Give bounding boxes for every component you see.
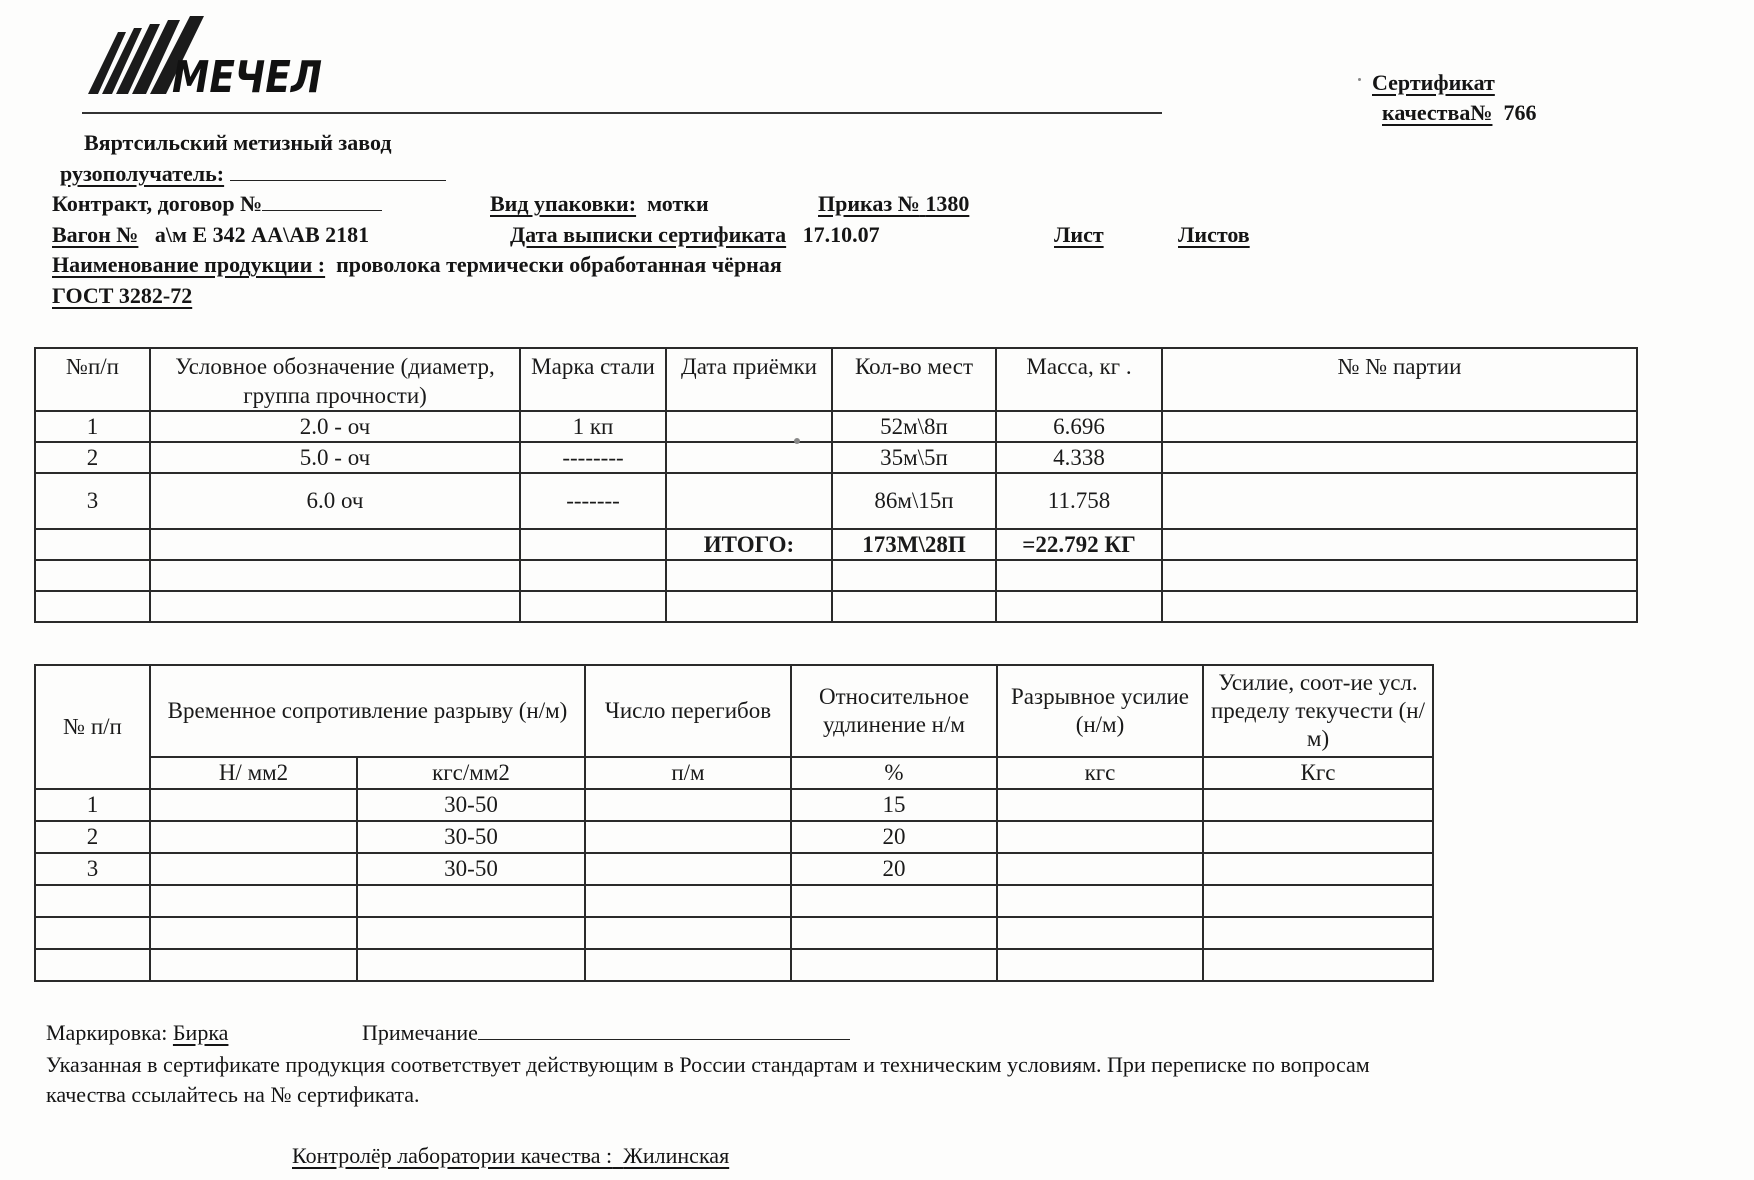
cell-empty — [1162, 529, 1637, 560]
consignee-line — [60, 161, 446, 187]
cell-batch — [1162, 442, 1637, 473]
sheets-label: Листов — [1178, 222, 1250, 247]
cell-number: 1 — [35, 411, 150, 442]
issue-date-value: 17.10.07 — [802, 222, 880, 247]
empty-row — [35, 949, 1433, 981]
cell-date — [666, 411, 832, 442]
unit-tensile-n: Н/ мм2 — [150, 757, 357, 789]
cell-empty — [997, 949, 1203, 981]
empty-row — [35, 560, 1637, 591]
total-mass: =22.792 КГ — [996, 529, 1162, 560]
cell-empty — [1203, 885, 1433, 917]
cell-empty — [35, 949, 150, 981]
note-line — [362, 1020, 850, 1046]
cell-batch — [1162, 411, 1637, 442]
table-header-row — [35, 348, 1637, 411]
cell-count: 86м\15п — [832, 473, 996, 529]
cell-empty — [791, 917, 997, 949]
cell-empty — [150, 560, 520, 591]
cell-tensile-kgf: 30-50 — [357, 853, 585, 885]
col-header-elongation: Относительное удлинение н/м — [791, 665, 997, 757]
cell-empty — [1203, 917, 1433, 949]
total-label: ИТОГО: — [666, 529, 832, 560]
col-header-number: №п/п — [35, 348, 150, 411]
scan-speck — [794, 438, 800, 444]
contract-line — [52, 191, 382, 217]
cell-mass: 6.696 — [996, 411, 1162, 442]
cell-date — [666, 442, 832, 473]
col-header-bends: Число перегибов — [585, 665, 791, 757]
cell-grade: -------- — [520, 442, 666, 473]
cell-yield-force — [1203, 853, 1433, 885]
total-count: 173М\28П — [832, 529, 996, 560]
cell-empty — [791, 949, 997, 981]
contract-blank — [262, 192, 382, 211]
cell-empty — [585, 917, 791, 949]
certificate-number-line — [1382, 100, 1536, 126]
table-row — [35, 821, 1433, 853]
mechanical-properties-table — [34, 664, 1434, 982]
unit-yield-force: Кгс — [1203, 757, 1433, 789]
table-header-row — [35, 665, 1433, 757]
cell-empty — [35, 560, 150, 591]
contract-label: Контракт, договор № — [52, 191, 263, 216]
marking-value: Бирка — [172, 1020, 229, 1045]
note-label: Примечание — [362, 1020, 478, 1045]
cell-elongation: 20 — [791, 821, 997, 853]
cell-empty — [832, 560, 996, 591]
cell-empty — [357, 917, 585, 949]
cell-number: 2 — [35, 821, 150, 853]
cell-tensile-n — [150, 853, 357, 885]
compliance-statement-line2: качества ссылайтесь на № сертификата. — [46, 1082, 420, 1107]
logo-text: МЕЧЕЛ — [172, 52, 322, 103]
cell-empty — [357, 885, 585, 917]
table-row — [35, 789, 1433, 821]
sheet-label: Лист — [1054, 222, 1104, 247]
cell-designation: 6.0 оч — [150, 473, 520, 529]
cell-empty — [150, 885, 357, 917]
mechel-logo — [80, 14, 380, 104]
cell-tensile-kgf: 30-50 — [357, 821, 585, 853]
cell-empty — [666, 560, 832, 591]
cell-empty — [666, 591, 832, 622]
wagon-label: Вагон № — [52, 222, 139, 247]
cell-break-force — [997, 853, 1203, 885]
total-row — [35, 529, 1637, 560]
cell-yield-force — [1203, 821, 1433, 853]
cell-designation: 2.0 - оч — [150, 411, 520, 442]
cell-tensile-n — [150, 821, 357, 853]
cell-empty — [150, 529, 520, 560]
issue-date-line — [510, 222, 880, 248]
cell-empty — [150, 949, 357, 981]
header-divider — [82, 112, 1162, 114]
cell-empty — [357, 949, 585, 981]
cell-batch — [1162, 473, 1637, 529]
table-row — [35, 442, 1637, 473]
gost-standard: ГОСТ 3282-72 — [52, 283, 193, 308]
cell-bends — [585, 821, 791, 853]
unit-elongation: % — [791, 757, 997, 789]
cell-break-force — [997, 821, 1203, 853]
col-header-acceptance-date: Дата приёмки — [666, 348, 832, 411]
cell-empty — [585, 949, 791, 981]
col-header-designation: Условное обозначение (диаметр, группа прочности) — [150, 348, 520, 411]
cell-empty — [35, 885, 150, 917]
cell-elongation: 20 — [791, 853, 997, 885]
cell-empty — [35, 917, 150, 949]
cell-grade: 1 кп — [520, 411, 666, 442]
empty-row — [35, 885, 1433, 917]
unit-bends: п/м — [585, 757, 791, 789]
cell-empty — [1203, 949, 1433, 981]
shipment-table — [34, 347, 1638, 623]
empty-row — [35, 591, 1637, 622]
packaging-value: мотки — [647, 191, 709, 216]
units-row — [35, 757, 1433, 789]
product-line — [52, 252, 782, 278]
scan-speck — [1358, 78, 1361, 81]
order-value: 1380 — [925, 191, 970, 216]
cell-tensile-n — [150, 789, 357, 821]
issue-date-label: Дата выписки сертификата — [510, 222, 787, 247]
cell-empty — [520, 591, 666, 622]
cell-mass: 4.338 — [996, 442, 1162, 473]
certificate-title: Сертификат — [1372, 70, 1495, 95]
product-value: проволока термически обработанная чёрная — [336, 252, 782, 277]
cell-empty — [997, 917, 1203, 949]
cell-number: 2 — [35, 442, 150, 473]
unit-tensile-kgf: кгс/мм2 — [357, 757, 585, 789]
cell-empty — [997, 885, 1203, 917]
cell-empty — [1162, 591, 1637, 622]
unit-break-force: кгс — [997, 757, 1203, 789]
cell-number: 3 — [35, 473, 150, 529]
cell-count: 35м\5п — [832, 442, 996, 473]
cell-empty — [150, 591, 520, 622]
col-header-yield-force: Усилие, соот-ие усл. пределу текучести (н/м) — [1203, 665, 1433, 757]
cell-mass: 11.758 — [996, 473, 1162, 529]
col-header-steel-grade: Марка стали — [520, 348, 666, 411]
col-header-number: № п/п — [35, 665, 150, 789]
col-header-count: Кол-во мест — [832, 348, 996, 411]
table-row — [35, 853, 1433, 885]
marking-line — [46, 1020, 228, 1046]
cell-grade: ------- — [520, 473, 666, 529]
col-header-mass: Масса, кг . — [996, 348, 1162, 411]
wagon-value: а\м Е 342 АА\АВ 2181 — [154, 222, 370, 247]
cell-empty — [520, 560, 666, 591]
certificate-number-label: качества№ — [1382, 100, 1493, 125]
cell-empty — [520, 529, 666, 560]
cell-designation: 5.0 - оч — [150, 442, 520, 473]
col-header-tensile: Временное сопротивление разрыву (н/м) — [150, 665, 585, 757]
cell-bends — [585, 853, 791, 885]
cell-empty — [832, 591, 996, 622]
order-label: Приказ № — [818, 191, 920, 216]
cell-empty — [996, 591, 1162, 622]
cell-empty — [1162, 560, 1637, 591]
cell-break-force — [997, 789, 1203, 821]
compliance-statement-line1: Указанная в сертификате продукция соответствует действующим в России стандартам и техническим условиям. При переписке по вопросам — [46, 1052, 1370, 1077]
cell-empty — [585, 885, 791, 917]
marking-label: Маркировка: — [46, 1020, 168, 1045]
cell-empty — [150, 917, 357, 949]
empty-row — [35, 917, 1433, 949]
cell-number: 3 — [35, 853, 150, 885]
controller-label: Контролёр лаборатории качества : — [292, 1143, 613, 1168]
packaging-label: Вид упаковки: — [490, 191, 637, 216]
col-header-batch: № № партии — [1162, 348, 1637, 411]
controller-name: Жилинская — [623, 1143, 730, 1168]
table-row — [35, 411, 1637, 442]
product-label: Наименование продукции : — [52, 252, 326, 277]
certificate-number: 766 — [1503, 100, 1537, 125]
note-blank — [478, 1021, 850, 1040]
cell-count: 52м\8п — [832, 411, 996, 442]
table-row — [35, 473, 1637, 529]
cell-elongation: 15 — [791, 789, 997, 821]
cell-empty — [791, 885, 997, 917]
plant-name: Вяртсильский метизный завод — [84, 130, 392, 155]
col-header-break-force: Разрывное усилие (н/м) — [997, 665, 1203, 757]
cell-empty — [35, 529, 150, 560]
consignee-blank — [230, 162, 446, 181]
cell-date — [666, 473, 832, 529]
cell-empty — [996, 560, 1162, 591]
consignee-label: рузополучатель: — [60, 161, 225, 186]
cell-bends — [585, 789, 791, 821]
cell-empty — [35, 591, 150, 622]
packaging-line — [490, 191, 709, 217]
order-line — [818, 191, 969, 217]
cell-yield-force — [1203, 789, 1433, 821]
cell-tensile-kgf: 30-50 — [357, 789, 585, 821]
cell-number: 1 — [35, 789, 150, 821]
wagon-line — [52, 222, 369, 248]
controller-line — [292, 1143, 729, 1169]
